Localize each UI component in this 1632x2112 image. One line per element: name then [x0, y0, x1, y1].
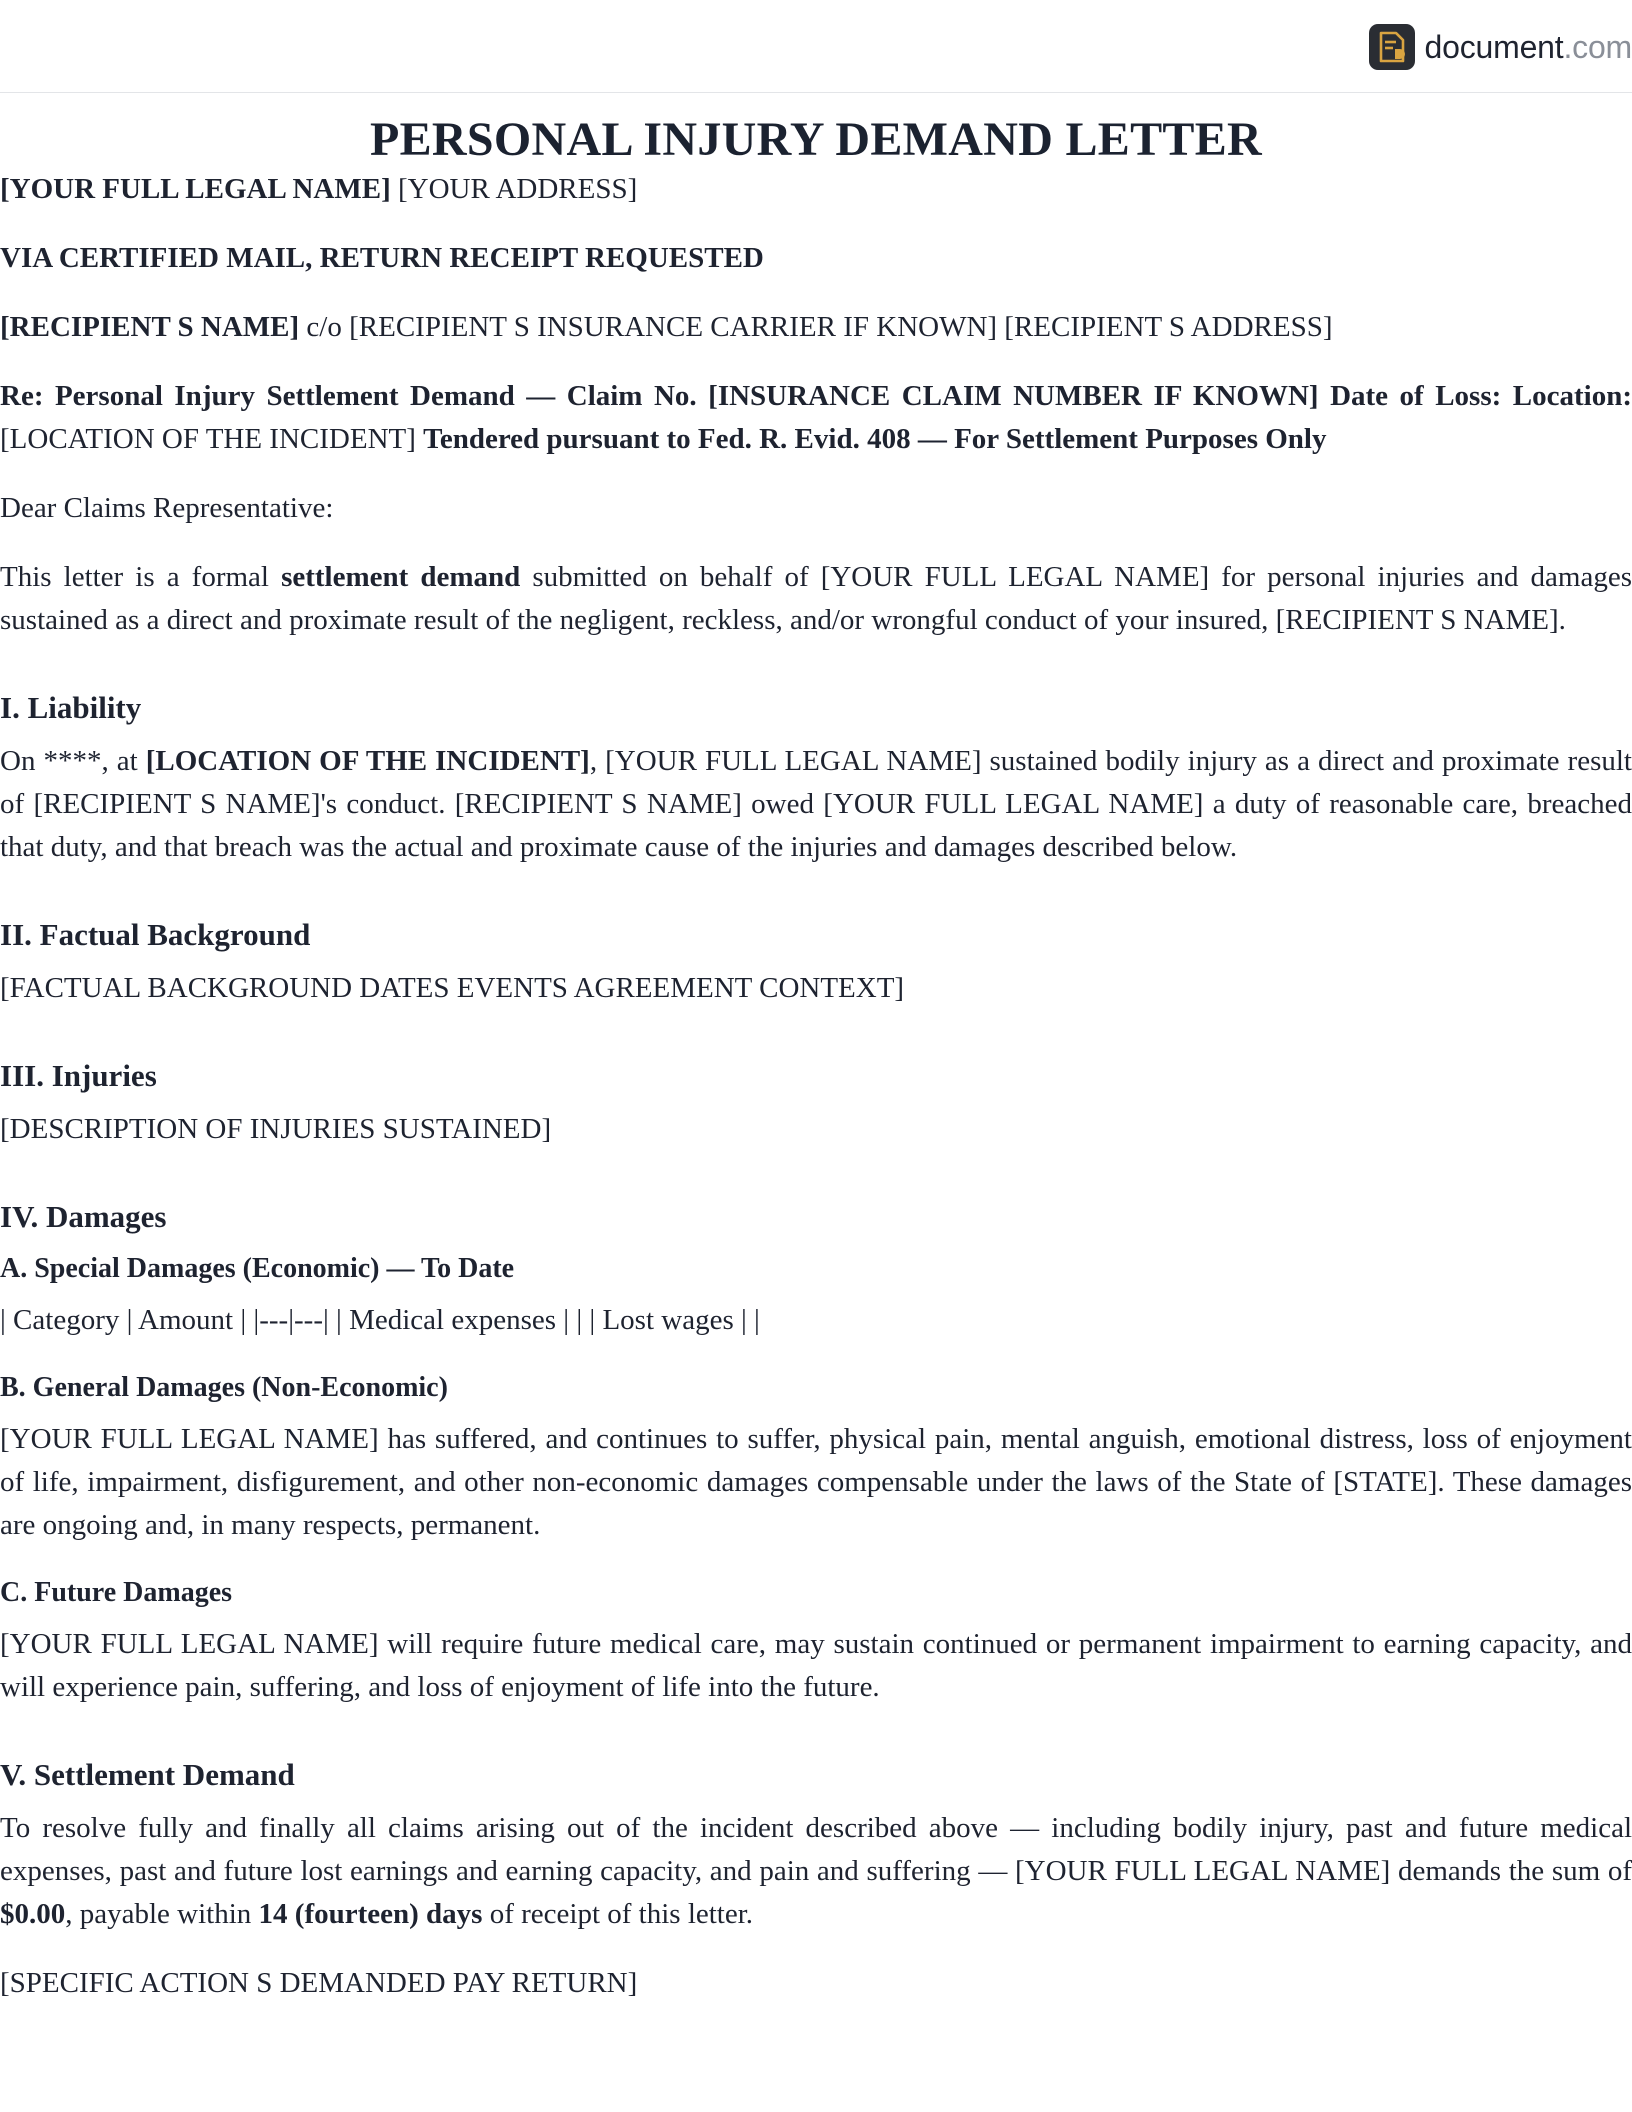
sender-address: [YOUR ADDRESS] — [397, 173, 638, 205]
settlement-paragraph — [0, 1807, 1632, 1936]
re-line — [0, 375, 1632, 461]
header-bar — [0, 0, 1632, 93]
sender-block — [0, 168, 1632, 211]
sender-name: [YOUR FULL LEGAL NAME] — [0, 173, 391, 205]
general-damages-text: [YOUR FULL LEGAL NAME] has suffered, and continues to suffer, physical pain, mental anguish, emotional distress, loss of enjoyment of life, impairment, disfigurement, and other non-economic damages compensable under the laws of the State of [STATE]. These damages are ongoing and, in many respects, permanent. — [0, 1423, 1632, 1541]
intro-bold: settlement demand — [281, 561, 521, 593]
recipient-name: [RECIPIENT S NAME] — [0, 311, 300, 343]
settlement-text: To resolve fully and finally all claims arising out of the incident described above — including bodily injury, past and future medical expenses, past and future lost earnings and earning capacity, and pain and suffering — [YOUR FULL LEGAL NAME] demands the sum of — [0, 1812, 1632, 1887]
letter-body — [0, 112, 1632, 2005]
document-title: PERSONAL INJURY DEMAND LETTER — [369, 113, 1262, 166]
delivery-method: VIA CERTIFIED MAIL, RETURN RECEIPT REQUESTED — [0, 242, 764, 274]
re-subject: Re: Personal Injury Settlement Demand — Claim No. [INSURANCE CLAIM NUMBER IF KNOWN] Date of Loss: Location: — [0, 380, 1632, 412]
intro-text-rest: submitted on behalf of [YOUR FULL LEGAL NAME] for personal injuries and damages sustained as a direct and proximate result of the negligent, reckless, and/or wrongful conduct of your insured, [RECIPIENT S NAME]. — [0, 561, 1632, 636]
settlement-amount: $0.00 — [0, 1898, 66, 1930]
settlement-text-end: of receipt of this letter. — [482, 1898, 754, 1930]
section-heading-settlement: V. Settlement Demand — [0, 1757, 295, 1792]
subheading-general-damages: B. General Damages (Non-Economic) — [0, 1372, 448, 1403]
factual-text: [FACTUAL BACKGROUND DATES EVENTS AGREEMENT CONTEXT] — [0, 972, 905, 1004]
liability-paragraph — [0, 740, 1632, 869]
re-location: [LOCATION OF THE INCIDENT] — [0, 423, 416, 455]
settlement-text-mid: , payable within — [65, 1898, 259, 1930]
settlement-deadline: 14 (fourteen) days — [258, 1898, 483, 1930]
liability-location: [LOCATION OF THE INCIDENT] — [145, 745, 590, 777]
section-heading-liability: I. Liability — [0, 690, 142, 725]
brand-tld: .com — [1563, 28, 1632, 65]
brand-link[interactable] — [1369, 24, 1632, 70]
document-logo-icon — [1369, 24, 1415, 70]
section-heading-injuries: III. Injuries — [0, 1058, 157, 1093]
section-heading-damages: IV. Damages — [0, 1199, 167, 1234]
intro-paragraph — [0, 556, 1632, 642]
liability-text-rest: , [YOUR FULL LEGAL NAME] sustained bodily injury as a direct and proximate result of [RECIPIENT S NAME]'s conduct. [RECIPIENT S NAME] owed [YOUR FULL LEGAL NAME] a duty of reasonable care, breached that duty, and that breach was the actual and proximate cause of the injuries and damages described below. — [0, 745, 1632, 863]
settlement-action: [SPECIFIC ACTION S DEMANDED PAY RETURN] — [0, 1967, 638, 1999]
special-damages-table: | Category | Amount | |---|---| | Medical expenses | | | Lost wages | | — [0, 1304, 760, 1336]
future-damages-text: [YOUR FULL LEGAL NAME] will require future medical care, may sustain continued or permanent impairment to earning capacity, and will experience pain, suffering, and loss of enjoyment of life into the future. — [0, 1628, 1632, 1703]
subheading-special-damages: A. Special Damages (Economic) — To Date — [0, 1253, 515, 1284]
liability-text: On ****, at — [0, 745, 146, 777]
recipient-block — [0, 306, 1632, 349]
re-tender: Tendered pursuant to Fed. R. Evid. 408 — For Settlement Purposes Only — [423, 423, 1327, 455]
recipient-carrier-address: c/o [RECIPIENT S INSURANCE CARRIER IF KNOWN] [RECIPIENT S ADDRESS] — [306, 311, 1333, 343]
brand-name: document — [1424, 28, 1564, 65]
injuries-text: [DESCRIPTION OF INJURIES SUSTAINED] — [0, 1113, 552, 1145]
intro-text: This letter is a formal — [0, 561, 282, 593]
subheading-future-damages: C. Future Damages — [0, 1577, 233, 1608]
salutation: Dear Claims Representative: — [0, 492, 334, 524]
section-heading-factual: II. Factual Background — [0, 917, 311, 952]
